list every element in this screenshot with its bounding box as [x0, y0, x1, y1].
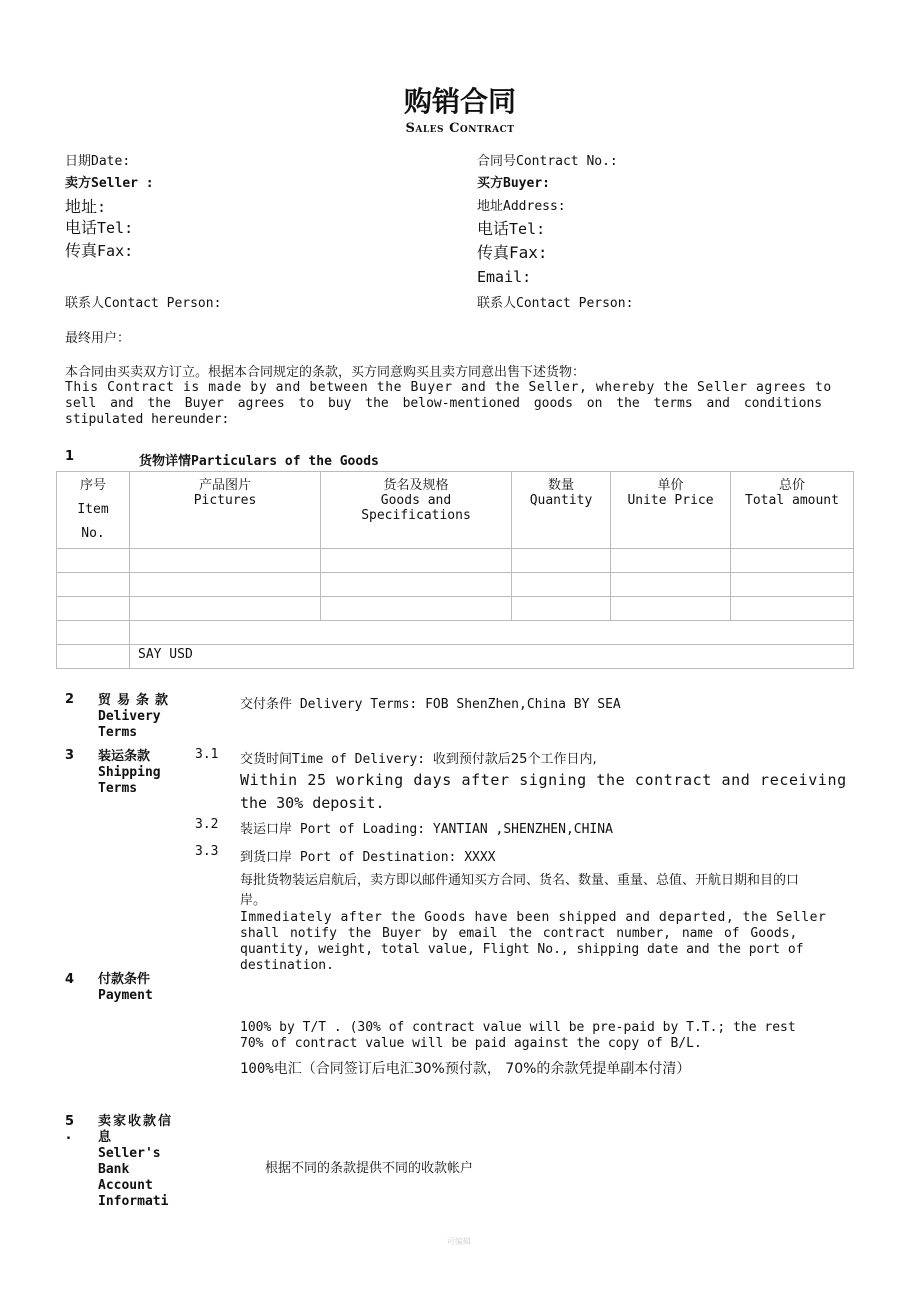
section1-number: 1: [65, 449, 75, 464]
col-item-no: 序号 Item No.: [57, 472, 130, 549]
time-of-delivery: 交货时间Time of Delivery: 收到预付款后25个工作日内,: [240, 752, 597, 767]
date-label: 日期Date:: [65, 154, 131, 169]
contract-title: 购销合同: [403, 85, 516, 118]
shipping-notice-en-line4: destination.: [240, 958, 334, 973]
payment-en-line2: 70% of contract value will be paid against the copy of B/L.: [240, 1036, 702, 1051]
goods-table: [56, 471, 854, 669]
delivery-terms-text: 交付条件 Delivery Terms: FOB ShenZhen,China BY SEA: [240, 697, 621, 712]
section5-number: 5: [65, 1114, 75, 1129]
section1-title: 货物详情Particulars of the Goods: [139, 454, 379, 469]
intro-cn: 本合同由买卖双方订立。根据本合同规定的条款，买方同意购买且卖方同意出售下述货物：: [65, 365, 586, 380]
shipping-notice-en-line3: quantity, weight, total value, Flight No., shipping date and the port of: [240, 942, 804, 957]
col-total-amount: 总价 Total amount: [731, 472, 854, 549]
bank-account-text: 根据不同的条款提供不同的收款帐户: [265, 1161, 474, 1176]
buyer-email-label: Email:: [477, 268, 532, 286]
payment-cn: 100%电汇（合同签订后电汇30%预付款， 70%的余款凭提单副本付清）: [240, 1061, 691, 1077]
item-3-1-number: 3.1: [195, 747, 219, 762]
section2-number: 2: [65, 692, 75, 707]
section3-title: 装运条款 Shipping Terms: [98, 749, 161, 796]
section5-dot: .: [66, 1128, 71, 1143]
buyer-fax-label: 传真Fax:: [477, 243, 548, 262]
item-3-3-number: 3.3: [195, 844, 219, 859]
contract-no-label: 合同号Contract No.:: [477, 154, 618, 169]
item-3-2-number: 3.2: [195, 817, 219, 832]
seller-address-label: 地址:: [65, 197, 107, 216]
end-user-label: 最终用户：: [65, 331, 131, 346]
table-row: [57, 597, 854, 621]
say-usd-cell: SAY USD: [130, 645, 854, 669]
intro-en-line3: stipulated hereunder:: [65, 412, 230, 427]
footer-mark: 可编辑: [447, 1237, 471, 1246]
shipping-notice-en-line1: Immediately after the Goods have been shipped and departed, the Seller: [240, 910, 827, 925]
col-unit-price: 单价 Unite Price: [611, 472, 731, 549]
table-header-row: [57, 472, 854, 549]
buyer-contact-label: 联系人Contact Person:: [477, 296, 634, 311]
table-row: [57, 573, 854, 597]
section4-title: 付款条件 Payment: [98, 972, 153, 1003]
seller-contact-label: 联系人Contact Person:: [65, 296, 222, 311]
section5-title: 卖家收款信 息 Seller's Bank Account Informati: [98, 1114, 174, 1209]
col-pictures: 产品图片 Pictures: [130, 472, 321, 549]
table-row: [57, 549, 854, 573]
port-of-loading: 装运口岸 Port of Loading: YANTIAN ,SHENZHEN,CHINA: [240, 822, 613, 837]
shipping-notice-en-line2: shall notify the Buyer by email the contract number, name of Goods,: [240, 926, 798, 941]
buyer-label: 买方Buyer:: [477, 176, 550, 191]
intro-en-line1: This Contract is made by and between the Buyer and the Seller, whereby the Seller agrees to: [65, 380, 832, 395]
table-say-row: [57, 645, 854, 669]
seller-label: 卖方Seller :: [65, 176, 154, 191]
col-goods-spec: 货名及规格 Goods and Specifications: [321, 472, 512, 549]
section3-number: 3: [65, 748, 75, 763]
time-of-delivery-en-line2: the 30% deposit.: [240, 794, 385, 812]
seller-tel-label: 电话Tel:: [65, 218, 134, 237]
shipping-notice-cn-line1: 每批货物装运启航后，卖方即以邮件通知买方合同、货名、数量、重量、总值、开航日期和目的口: [240, 873, 800, 888]
intro-en-line2: sell and the Buyer agrees to buy the below-mentioned goods on the terms and conditions: [65, 396, 823, 411]
buyer-tel-label: 电话Tel:: [477, 219, 546, 238]
col-quantity: 数量 Quantity: [512, 472, 611, 549]
contract-subtitle: Sales Contract: [405, 121, 515, 136]
table-total-row: [57, 621, 854, 645]
shipping-notice-cn-line2: 岸。: [240, 893, 267, 908]
seller-fax-label: 传真Fax:: [65, 241, 134, 260]
section2-title: 贸易条款 Delivery Terms: [98, 693, 175, 740]
time-of-delivery-en-line1: Within 25 working days after signing the contract and receiving: [240, 771, 847, 789]
section4-number: 4: [65, 972, 75, 987]
payment-en-line1: 100% by T/T . (30% of contract value will be pre-paid by T.T.; the rest: [240, 1020, 796, 1035]
port-of-destination: 到货口岸 Port of Destination: XXXX: [240, 850, 496, 865]
buyer-address-label: 地址Address:: [477, 199, 566, 214]
